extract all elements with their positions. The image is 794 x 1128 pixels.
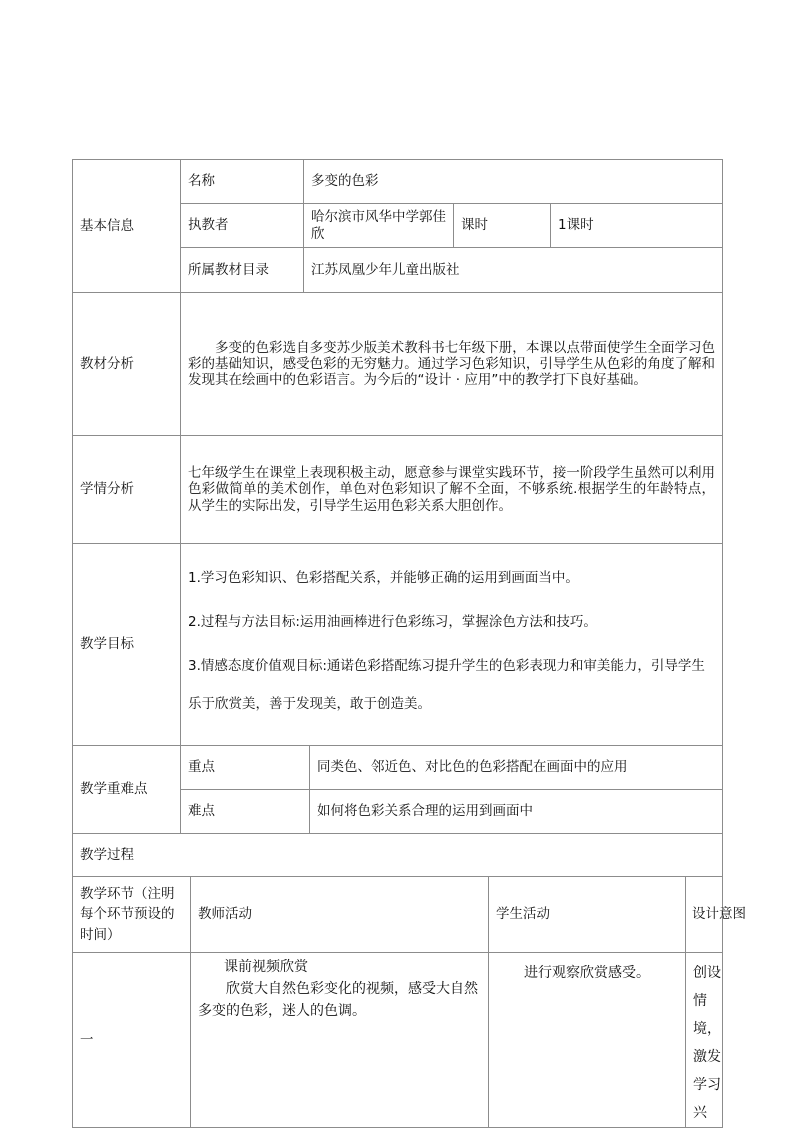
material-analysis-label: 教材分析 (73, 293, 181, 436)
key-points-label: 教学重难点 (73, 746, 181, 834)
hours-label: 课时 (454, 204, 551, 248)
textbook-value: 江苏凤凰少年儿童出版社 (304, 248, 723, 293)
process-header-teacher: 教师活动 (191, 877, 489, 953)
student-analysis-text: 七年级学生在课堂上表现积极主动，愿意参与课堂实践环节，接一阶段学生虽然可以利用色彩做简单的美术创作，单色对色彩知识了解不全面，不够系统.根据学生的年龄特点，从学生的实际出发，引导学生运用色彩关系大胆创作。 (181, 436, 723, 544)
key-point-row (73, 746, 723, 790)
student-analysis-row (73, 436, 723, 544)
key-label: 重点 (181, 746, 310, 790)
student-activity-text: 进行观察欣赏感受。 (489, 953, 686, 1128)
objective-item-2: 2.过程与方法目标:运用油画棒进行色彩练习，掌握涂色方法和技巧。 (188, 614, 597, 630)
material-analysis-row (73, 293, 723, 436)
material-analysis-text: 多变的色彩选自多变苏少版美术教科书七年级下册，本课以点带面使学生全面学习色彩的基础知识，感受色彩的无穷魅力。通过学习色彩知识，引导学生从色彩的角度了解和发现其在绘画中的色彩语言。为今后的“设计 · 应用”中的教学打下良好基础。 (181, 293, 723, 436)
teacher-activity-title: 课前视频欣赏 (224, 959, 308, 975)
key-value: 同类色、邻近色、对比色的色彩搭配在画面中的应用 (310, 746, 723, 790)
process-row-teacher (191, 953, 489, 1128)
objective-item-3: 3.情感态度价值观目标:通诺色彩搭配练习提升学生的色彩表现力和审美能力，引导学生乐于欣赏美，善于发现美，敢于创造美。 (188, 658, 705, 712)
process-title-row (73, 834, 723, 877)
basic-info-row-name (73, 160, 723, 204)
process-header-student: 学生活动 (489, 877, 686, 953)
process-row-1 (73, 953, 723, 1128)
lesson-plan-table (72, 159, 746, 1128)
name-label: 名称 (181, 160, 304, 204)
difficult-label: 难点 (181, 790, 310, 834)
objective-item-1: 1.学习色彩知识、色彩搭配关系，并能够正确的运用到画面当中。 (188, 570, 579, 586)
teacher-label: 执教者 (181, 204, 304, 248)
process-header-intent: 设计意图 (686, 877, 723, 953)
student-analysis-label: 学情分析 (73, 436, 181, 544)
textbook-label: 所属教材目录 (181, 248, 304, 293)
name-value: 多变的色彩 (304, 160, 723, 204)
process-header-stage: 教学环节（注明每个环节预设的时间） (73, 877, 191, 953)
process-row-stage: 一 (73, 953, 191, 1128)
objectives-row (73, 544, 723, 746)
design-intent-text: 创设情境，激发学习兴 (686, 953, 723, 1128)
process-label: 教学过程 (73, 834, 723, 877)
objectives-content (181, 544, 723, 746)
teacher-activity-text: 欣赏大自然色彩变化的视频，感受大自然多变的色彩，迷人的色调。 (198, 981, 478, 1019)
objectives-label: 教学目标 (73, 544, 181, 746)
hours-value: 1课时 (551, 204, 723, 248)
teacher-value: 哈尔滨市风华中学郭佳欣 (304, 204, 454, 248)
basic-info-label: 基本信息 (73, 160, 181, 293)
process-header-row (73, 877, 723, 953)
difficult-value: 如何将色彩关系合理的运用到画面中 (310, 790, 723, 834)
